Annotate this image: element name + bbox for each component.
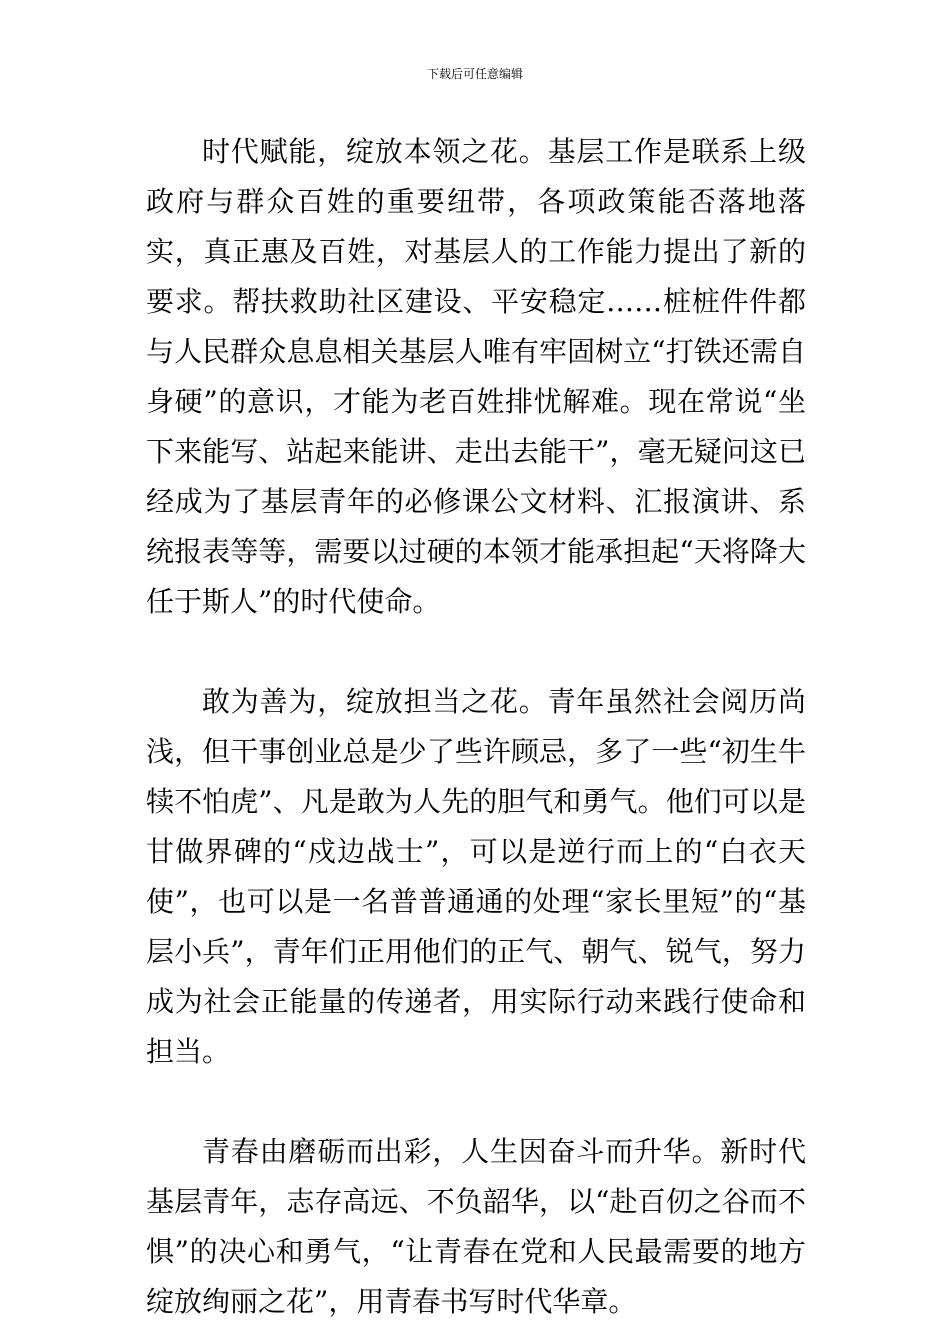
paragraph-1: 时代赋能，绽放本领之花。基层工作是联系上级政府与群众百姓的重要纽带，各项政策能否落地落实，真正惠及百姓，对基层人的工作能力提出了新的要求。帮扶救助社区建设、平安稳定……桩桩件件都与人民群众息息相关基层人唯有牢固树立“打铁还需自身硬”的意识，才能为老百姓排忧解难。现在常说“坐下来能写、站起来能讲、走出去能干”，毫无疑问这已经成为了基层青年的必修课公文材料、汇报演讲、系统报表等等，需要以过硬的本领才能承担起“天将降大任于斯人”的时代使命。: [146, 135, 806, 618]
page-header: 下载后可任意编辑: [426, 67, 523, 81]
paragraph-3: 青春由磨砺而出彩，人生因奋斗而升华。新时代基层青年，志存高远、不负韶华，以“赴百仞之谷而不惧”的决心和勇气，“让青春在党和人民最需要的地方绽放绚丽之花”，用青春书写时代华章。: [146, 1135, 806, 1318]
paragraph-2: 敢为善为，绽放担当之花。青年虽然社会阅历尚浅，但干事创业总是少了些许顾忌，多了一些“初生牛犊不怕虎”、凡是敢为人先的胆气和勇气。他们可以是甘做界碑的“戍边战士”，可以是逆行而上的“白衣天使”，也可以是一名普普通通的处理“家长里短”的“基层小兵”，青年们正用他们的正气、朝气、锐气，努力成为社会正能量的传递者，用实际行动来践行使命和担当。: [146, 685, 806, 1068]
document-body: [146, 127, 806, 1327]
